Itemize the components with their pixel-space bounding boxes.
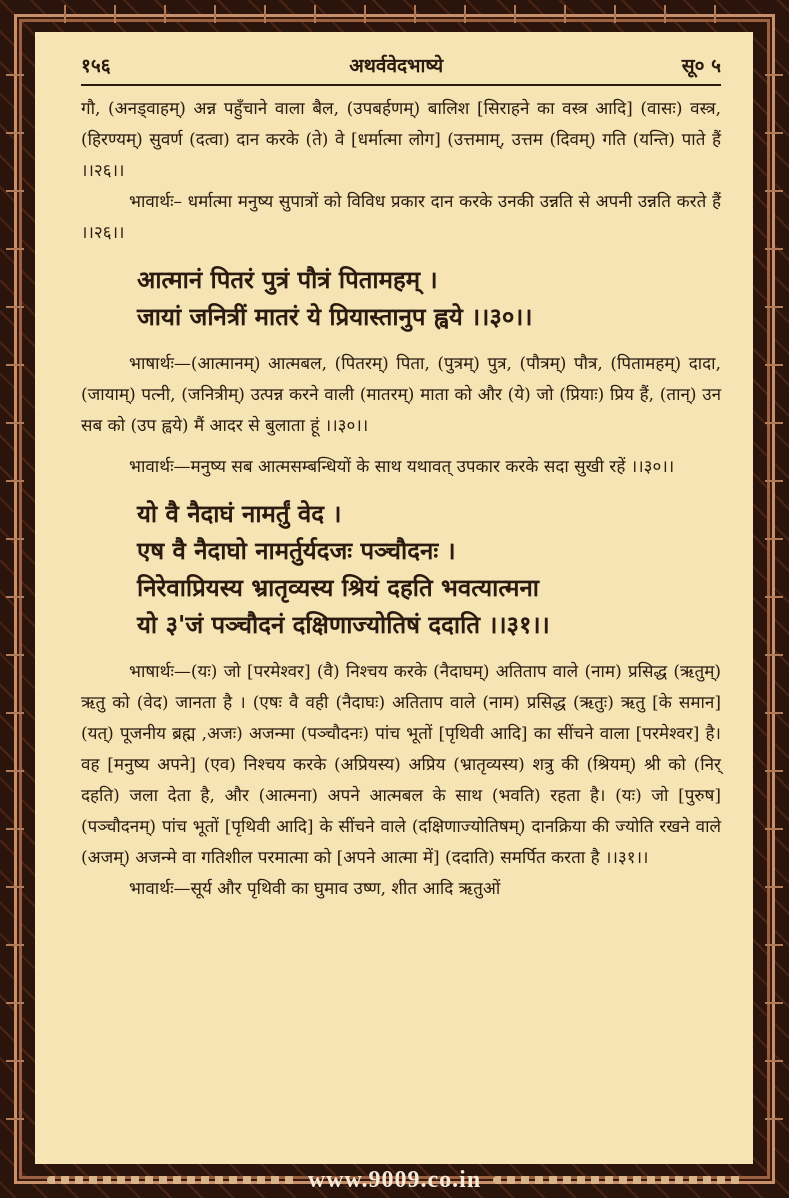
verse-line: यो ३'जं पञ्चौदनं दक्षिणाज्योतिषं ददाति ।।३१।। [137,610,550,639]
paragraph-2: भावार्थः– धर्मात्मा मनुष्य सुपात्रों को विविध प्रकार दान करके उनकी उन्नति से अपनी उन्नति करते हैं ।।२६।। [81,192,721,243]
paragraph-6: भावार्थः—सूर्य और पृथिवी का घुमाव उष्ण, शीत आदि ऋतुओं [129,879,501,899]
website-link[interactable]: www.9009.co.in [307,1166,482,1193]
right-scroll-ornament [765,50,783,1148]
verse-line: आत्मानं पितरं पुत्रं पौत्रं पितामहम् । [137,265,438,294]
paragraph-1: गौ, (अनड्वाहम्) अन्न पहुँचाने वाला बैल, (उपबर्हणम्) बालिश [सिराहने का वस्त्र आदि] (वासः) वस्त्र, (हिरण्यम्) सुवर्ण (दत्वा) दान करके (ते) वे [धर्मात्मा लोग] (उत्तमाम्, उत्तम (दिवम्) गति (यन्ति) पाते हैं ।।२६।। [81,99,721,181]
top-scroll-ornament [40,5,749,23]
page-number: १५६ [81,55,111,77]
footer-bar [35,1168,754,1192]
page-header [81,52,721,78]
left-scroll-ornament [6,50,24,1148]
verse-line: यो वै नैदाघं नामर्तुं वेद । [137,499,342,528]
verse-line: एष वै नैदाघो नामर्तुर्यदजः पञ्चौदनः । [137,536,456,565]
footer-ornament-right [493,1176,742,1184]
book-title: अथर्ववेदभाष्ये [349,55,444,77]
verse-30 [81,261,721,335]
section-label: सू० ५ [681,55,721,77]
verse-line: निरेवाप्रियस्य भ्रातृव्यस्य श्रियं दहति भवत्यात्मना [137,573,539,602]
verse-31 [81,495,721,643]
book-page [35,32,753,1164]
footer-ornament-left [47,1176,296,1184]
header-rule [81,84,721,86]
paragraph-5: भाषार्थः—(यः) जो [परमेश्वर] (वै) निश्चय करके (नैदाघम्) अतिताप वाले (नाम) प्रसिद्ध (ऋतुम्) ऋतु को (वेद) जानता है । (एषः वै वही (नैदाघः) अतिताप वाले (नाम) प्रसिद्ध (ऋतुः) ऋतु [के समान] (यत्) पूजनीय ब्रह्म ,अजः) अजन्मा (पञ्चौदनः) पांच भूतों [पृथिवी आदि] का सींचने वाला [परमेश्वर] है। वह [मनुष्य अपने] (एव) निश्चय करके (अप्रियस्य) अप्रिय (भ्रातृव्यस्य) शत्रु की (श्रियम्) श्री को (निर् दहति) जला देता है, और (आत्मना) अपने आत्मबल के साथ (भवति) रहता है। (यः) जो [पुरुष] (पञ्चौदनम्) पांच भूतों [पृथिवी आदि] के सींचने वाले (दक्षिणाज्योतिषम्) दानक्रिया की ज्योति रखने वाले (अजम्) अजन्मे वा गतिशील परमात्मा को [अपने आत्मा में] (ददाति) समर्पित करता है ।।३१।। [81,662,721,868]
paragraph-3: भाषार्थः—(आत्मानम्) आत्मबल, (पितरम्) पिता, (पुत्रम्) पुत्र, (पौत्रम्) पौत्र, (पितामहम्) दादा, (जायाम्) पत्नी, (जनित्रीम्) उत्पन्न करने वाली (मातरम्) माता को और (ये) जो (प्रियाः) प्रिय हैं, (तान्) उन सब को (उप ह्वये) मैं आदर से बुलाता हूं ।।३०।। [81,354,721,436]
paragraph-4: भावार्थः—मनुष्य सब आत्मसम्बन्धियों के साथ यथावत् उपकार करके सदा सुखी रहें ।।३०।। [129,457,675,477]
verse-line: जायां जनित्रीं मातरं ये प्रियास्तानुप ह्वये ।।३०।। [137,302,533,331]
